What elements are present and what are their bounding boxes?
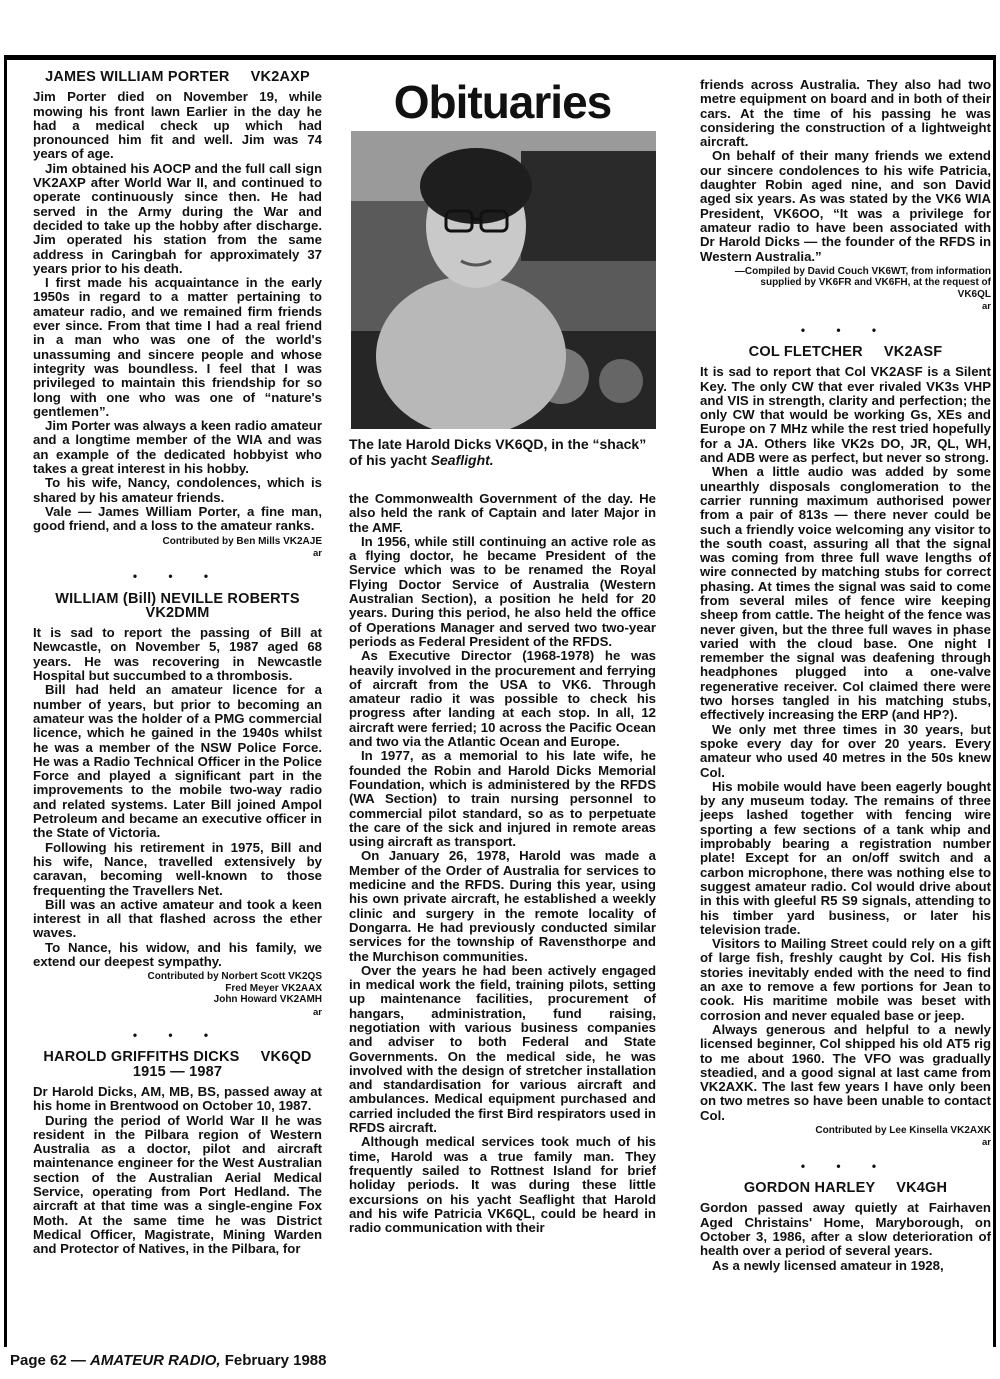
obituary-heading-porter: JAMES WILLIAM PORTER VK2AXP	[45, 69, 310, 85]
obituary-heading-fletcher: COL FLETCHER VK2ASF	[748, 343, 943, 360]
paragraph: Always generous and helpful to a newly licensed beginner, Col shipped his old AT5 rig to me about 1960. The VFO was gradually steadied, and a good signal at last came from VK2AXK. The last few years I have only been on two metres so have been unable to contact Col.	[700, 1021, 991, 1123]
paragraph: Bill was an active amateur and took a keen interest in all that flashed across the ether waves.	[33, 896, 322, 941]
credit-line: Contributed by Ben Mills VK2AJE	[162, 535, 322, 547]
credit-fletcher	[700, 1125, 991, 1137]
credit-line: Contributed by Norbert Scott VK2QS	[147, 971, 322, 983]
column-2	[349, 492, 656, 1235]
credit-porter	[33, 536, 322, 548]
paragraph: Jim Porter was always a keen radio amateur and a longtime member of the WIA and was an example of the dedicated hobbyist who takes a great interest in his hobby.	[33, 418, 322, 477]
credit-line: VK6QL	[957, 288, 991, 300]
paragraph: Although medical services took much of his time, Harold was a true family man. They frequently sailed to Rottnest Island for brief holiday periods. It was during these little excursions on his yacht Seaflight that Harold and his wife Patricia VK6QL, could be heard in radio communication with their	[349, 1134, 656, 1236]
heading-line: WILLIAM (Bill) NEVILLE ROBERTS	[55, 590, 300, 607]
separator-dots: • • •	[132, 569, 223, 584]
paragraph: As Executive Director (1968-1978) he was heavily involved in the procurement and ferrying of aircraft from the USA to VK6. Through amateur radio it was possible to check his progress after landing at each stop. In all, 12 aircraft were ferried; 10 across the Pacific Ocean and two via the Atlantic Ocean and Europe.	[349, 648, 656, 750]
photo-illustration	[351, 131, 656, 429]
credit-line: Fred Meyer VK2AAX	[225, 982, 322, 994]
paragraph: Over the years he had been actively engaged in medical work the field, training pilots, setting up maintenance facilities, procurement of hangars, administration, fund raising, negotiation with various business companies and adviser to both Federal and State Governments. On the medical side, he was involved with the design of stretcher installation and standardisation for various aircraft and ambulances. Medical equipment purchased and carried included the first Bird respirators used in RFDS aircraft.	[349, 962, 656, 1136]
paragraph: Dr Harold Dicks, AM, MB, BS, passed away at his home in Brentwood on October 10, 1987.	[33, 1084, 322, 1114]
footer-magazine: AMATEUR RADIO,	[90, 1352, 221, 1369]
paragraph: Gordon passed away quietly at Fairhaven Aged Christains' Home, Maryborough, on October 3, 1986, after a slow deterioration of health over a period of several years.	[700, 1200, 991, 1259]
paragraph: When a little audio was added by some unearthly disposals conglomeration to the carrier running maximum authorised power from a pair of 813s — there never could be such a friendly voice welcoming any visitor to the south coast, assuring all that the signal was coming from three full wave lengths of wire connected by matching stubs for correct phasing. At times the signal was said to come from several miles of fence wire keeping sheep from cattle. The height of the fence was never given, but the three full waves in phase varied with the cloud base. One night I remember the signal was deafening through headphones plugged into a one-valve regenerative receiver. Col claimed there were two horses tangled in his matching stubs, effectively increasing the ERP (and HP?).	[700, 464, 991, 723]
page-title: Obituaries	[393, 76, 612, 128]
footer-date: February 1988	[224, 1352, 327, 1369]
credit-roberts	[33, 971, 322, 1006]
paragraph: In 1977, as a memorial to his late wife, he founded the Robin and Harold Dicks Memorial Foundation, which is administered by the RFDS (WA Section) to train nursing personnel to commercial pilot standard, so as to perpetuate the care of the sick and injured in remote areas using aircraft as transport.	[349, 748, 656, 850]
caption-text: The late Harold Dicks VK6QD, in the “shack” of his yacht	[349, 436, 647, 468]
credit-line: —Compiled by David Couch VK6WT, from information	[734, 265, 991, 277]
paragraph: I first made his acquaintance in the early 1950s in regard to a matter pertaining to amateur radio, and we remained firm friends ever since. From that time I had a real friend in a man who was one of the world's unassuming and sincere people and whose integrity was boundless. I feel that I was privileged to maintain this friendship for so long with one who was one of “nature's gentlemen”.	[33, 275, 322, 419]
column-1	[33, 68, 322, 1257]
photo-harold-dicks	[351, 131, 656, 429]
end-mark: ar	[313, 1006, 322, 1018]
paragraph: friends across Australia. They also had two metre equipment on board and in both of their cars. At the time of his passing he was considering the construction of a lightweight aircraft.	[700, 77, 991, 150]
paragraph: In 1956, while still continuing an active role as a flying doctor, he became President of the Service which was to be renamed the Royal Flying Doctor Service of Australia (Western Australian Section), a position he held for 20 years. During this period, he also held the office of Operations Manager and served two two-year periods as Federal President of the RFDS.	[349, 533, 656, 649]
credit-line: supplied by VK6FR and VK6FH, at the request of	[760, 277, 991, 289]
paragraph: Visitors to Mailing Street could rely on a gift of large fish, freshly caught by Col. His fish stories inevitably ended with the need to find an axe to remove a few portions for Jean to cook. His maritime mobile was beset with corrosion and never equaled base or jeep.	[700, 936, 991, 1023]
heading-line: VK2DMM	[145, 604, 210, 621]
paragraph: Jim Porter died on November 19, while mowing his front lawn Earlier in the day he had a medical check up which had pronounced him fit and well. Jim was 74 years of age.	[33, 89, 322, 162]
end-mark: ar	[313, 548, 322, 559]
footer-page: Page 62 —	[10, 1352, 86, 1369]
end-mark: ar	[982, 1137, 991, 1149]
paragraph: We only met three times in 30 years, but spoke every day for over 20 years. Every amateur who used 40 metres in the 50s knew Col.	[700, 721, 991, 780]
separator-dots: • • •	[800, 1158, 891, 1173]
obituary-heading-roberts	[33, 592, 322, 621]
separator-dots: • • •	[132, 1028, 223, 1043]
column-3	[700, 78, 991, 1273]
paragraph: Following his retirement in 1975, Bill and his wife, Nance, travelled extensively by caravan, becoming well-known to those frequenting the Travellers Net.	[33, 839, 322, 898]
paragraph: To his wife, Nancy, condolences, which is shared by his amateur friends.	[33, 475, 322, 505]
end-mark: ar	[982, 301, 991, 313]
credit-line: Contributed by Lee Kinsella VK2AXK	[815, 1124, 991, 1136]
paragraph: During the period of World War II he was resident in the Pilbara region of Western Australia as a doctor, pilot and aircraft maintenance engineer for the West Australian section of the Australian Aerial Medical Service, operating from Port Hedland. The aircraft at that time was a single-engine Fox Moth. At the same time he was District Medical Officer, Magistrate, Mining Warden and Protector of Natives, in the Pilbara, for	[33, 1112, 322, 1257]
credit-line: John Howard VK2AMH	[213, 994, 322, 1006]
obituary-heading-dicks	[33, 1050, 322, 1079]
credit-dicks	[700, 266, 991, 301]
paragraph: On behalf of their many friends we extend our sincere condolences to his wife Patricia, daughter Robin aged nine, and son David aged six years. As was stated by the VK6 WIA President, VK6OO, “It was a privilege for amateur radio to have been associated with Dr Harold Dicks — the founder of the RFDS in Western Australia.”	[700, 148, 991, 264]
paragraph: the Commonwealth Government of the day. He also held the rank of Captain and later Major in the AMF.	[349, 491, 656, 535]
photo-caption	[349, 436, 656, 468]
paragraph: Vale — James William Porter, a fine man, good friend, and a loss to the amateur ranks.	[33, 503, 322, 534]
separator-dots: • • •	[800, 322, 891, 337]
heading-line: 1915 — 1987	[132, 1063, 223, 1080]
page-footer	[10, 1352, 327, 1369]
paragraph: It is sad to report the passing of Bill at Newcastle, on November 5, 1987 aged 68 years. He was recovering in Newcastle Hospital but succumbed to a thrombosis.	[33, 625, 322, 684]
obituary-heading-harley: GORDON HARLEY VK4GH	[743, 1180, 948, 1197]
caption-yacht-name: Seaflight.	[430, 452, 494, 468]
paragraph: To Nance, his widow, and his family, we extend our deepest sympathy.	[33, 939, 322, 970]
paragraph: His mobile would have been eagerly bought by any museum today. The remains of three jeeps lashed together with fencing wire sporting a few sections of a tank whip and improbably bearing a registration number plate! Except for an on/off switch and a carbon microphone, there was nothing else to suggest amateur radio. Col would drive about in this with gleeful R5 S9 signals, attending to his timber yard business, or later his television trade.	[700, 778, 991, 937]
paragraph: On January 26, 1978, Harold was made a Member of the Order of Australia for services to medicine and the RFDS. During this year, using his own private aircraft, he established a weekly clinic and surgery in the remote locality of Dongarra. He had previously conducted similar services for the township of Ravensthorpe and the Murchison communities.	[349, 848, 656, 964]
paragraph: It is sad to report that Col VK2ASF is a Silent Key. The only CW that ever rivaled VK3s VHP and VIS in strength, clarity and perfection; the only CW that would be working Gs, XEs and Europe on 7 MHz while the rest tried hopefully for a JA. Others like VK2s DO, JR, QL, WH, and ADB were as perfect, but never so strong.	[700, 364, 991, 466]
paragraph: Bill had held an amateur licence for a number of years, but prior to becoming an amateur was the holder of a PMG commercial licence, which he gained in the 1940s whilst he was a member of the NSW Police Force. He was a Radio Technical Officer in the Police Force and played a significant part in the improvements to the mobile two-way radio and related systems. Later Bill joined Ampol Petroleum and became an executive officer in the State of Victoria.	[33, 682, 322, 841]
paragraph: As a newly licensed amateur in 1928,	[712, 1257, 944, 1273]
heading-line: HAROLD GRIFFITHS DICKS VK6QD	[43, 1049, 312, 1066]
paragraph: Jim obtained his AOCP and the full call sign VK2AXP after World War II, and continued to operate continuously since then. He had served in the Army during the War and decided to take up the hobby after discharge. Jim operated his station from the same address in Caringbah for approximately 37 years prior to his death.	[33, 160, 322, 276]
